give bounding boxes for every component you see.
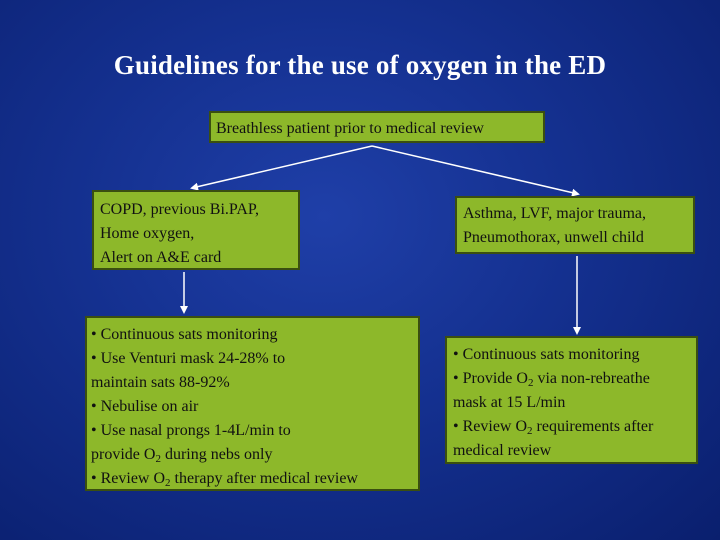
arrow-top-to-left	[192, 146, 372, 188]
bullet-line: • Provide $O_2$ via non-rebreathe	[453, 370, 650, 389]
asthma-box	[455, 196, 695, 254]
bullet-line: • Nebulise on air	[91, 398, 199, 415]
bullet-line: provide $O_2$ during nebs only	[91, 446, 273, 465]
acute-management-box	[445, 336, 698, 464]
bullet-line: • Use nasal prongs 1-4L/min to	[91, 422, 291, 439]
asthma-line: Asthma, LVF, major trauma,	[463, 205, 646, 222]
breathless-patient-label: Breathless patient prior to medical review	[216, 120, 484, 137]
copd-box	[92, 190, 300, 270]
bullet-line: maintain sats 88-92%	[91, 374, 230, 391]
asthma-line: Pneumothorax, unwell child	[463, 229, 644, 246]
bullet-line: • Review $O_2$ therapy after medical review	[91, 470, 358, 489]
copd-line: Home oxygen,	[100, 225, 195, 242]
arrow-top-to-right	[372, 146, 578, 194]
breathless-patient-box	[209, 111, 545, 143]
copd-line: COPD, previous Bi.PAP,	[100, 201, 260, 218]
bullet-line: • Review $O_2$ requirements after	[453, 418, 654, 437]
page-title: Guidelines for the use of oxygen in the ED	[113, 50, 607, 80]
bullet-line: mask at 15 L/min	[453, 394, 566, 411]
bullet-line: • Use Venturi mask 24-28% to	[91, 350, 286, 367]
copd-line: Alert on A&E card	[100, 249, 222, 266]
copd-management-box	[85, 316, 420, 491]
bullet-line: • Continuous sats monitoring	[453, 346, 640, 363]
bullet-line: • Continuous sats monitoring	[91, 326, 278, 343]
bullet-line: medical review	[453, 442, 552, 459]
